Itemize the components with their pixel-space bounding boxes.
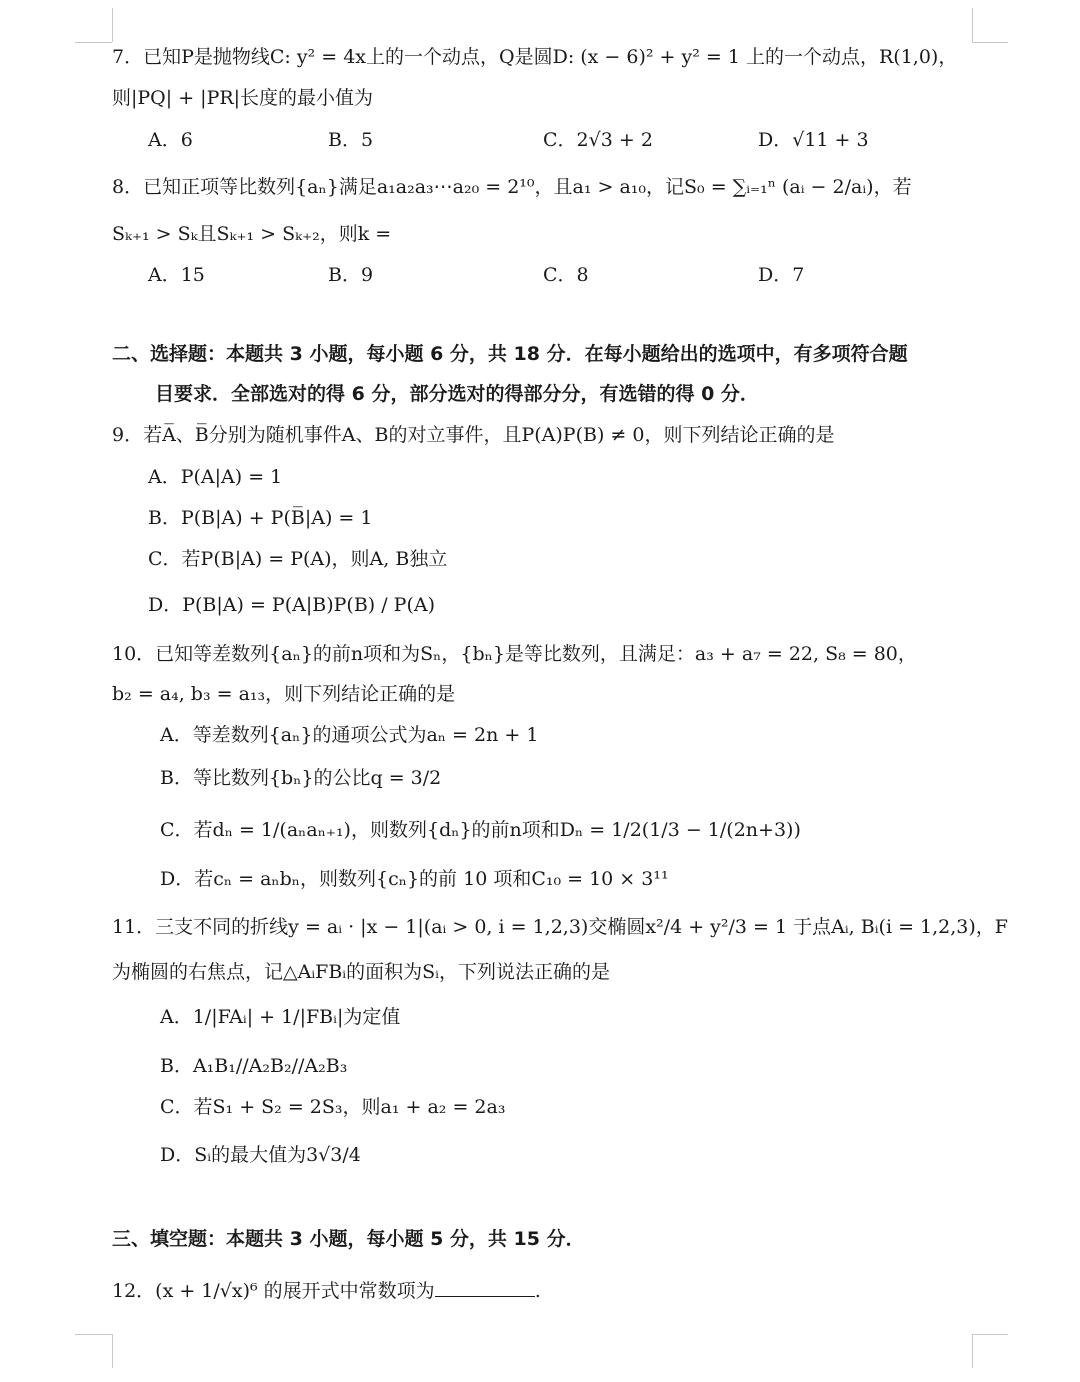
- crop-mark-top-right-v: [972, 8, 973, 42]
- q8-stem-line1: 8．已知正项等比数列{aₙ}满足a₁a₂a₃⋯a₂₀ = 2¹⁰，且a₁ > a₁₀，记S₀ = ∑ᵢ₌₁ⁿ (aᵢ − 2/aᵢ)，若: [112, 176, 912, 198]
- q9-option-b: B．P(B|A) + P(B̅|A) = 1: [148, 507, 373, 529]
- crop-mark-bottom-right-v: [972, 1334, 973, 1368]
- q11-stem-line1: 11．三支不同的折线y = aᵢ · |x − 1|(aᵢ > 0, i = 1,2,3)交椭圆x²/4 + y²/3 = 1 于点Aᵢ, Bᵢ(i = 1,2,3)，F: [112, 916, 1008, 938]
- q9-option-a: A．P(A|A) = 1: [148, 466, 283, 488]
- q10-option-b: B．等比数列{bₙ}的公比q = 3/2: [160, 767, 442, 789]
- section2-heading-line1: 二、选择题：本题共 3 小题，每小题 6 分，共 18 分．在每小题给出的选项中，有多项符合题: [112, 343, 908, 365]
- q10-option-c: C．若dₙ = 1/(aₙaₙ₊₁)，则数列{dₙ}的前n项和Dₙ = 1/2(1/3 − 1/(2n+3)): [160, 819, 801, 841]
- q9-option-d: D．P(B|A) = P(A|B)P(B) / P(A): [148, 594, 436, 616]
- q11-option-a: A．1/|FAᵢ| + 1/|FBᵢ|为定值: [160, 1006, 401, 1028]
- q8-option-b: B．9: [328, 264, 374, 286]
- q10-stem-line2: b₂ = a₄, b₃ = a₁₃，则下列结论正确的是: [112, 683, 456, 705]
- crop-mark-bottom-left: [75, 1334, 112, 1335]
- q9-stem-line1: 9．若A̅、B̅分别为随机事件A、B的对立事件，且P(A)P(B) ≠ 0，则下列结论正确的是: [112, 424, 835, 446]
- q8-stem-line2: Sₖ₊₁ > Sₖ且Sₖ₊₁ > Sₖ₊₂，则k =: [112, 223, 392, 245]
- q8-option-d: D．7: [758, 264, 805, 286]
- q7-option-d: D．√11 + 3: [758, 129, 869, 151]
- q7-option-c: C．2√3 + 2: [543, 129, 653, 151]
- crop-mark-top-right: [972, 42, 1008, 43]
- q10-option-a: A．等差数列{aₙ}的通项公式为aₙ = 2n + 1: [160, 724, 539, 746]
- q9-option-c: C．若P(B|A) = P(A)，则A, B独立: [148, 548, 448, 570]
- q10-stem-line1: 10．已知等差数列{aₙ}的前n项和为Sₙ，{bₙ}是等比数列，且满足：a₃ + a₇ = 22, S₈ = 80，: [112, 643, 917, 665]
- crop-mark-bottom-right: [972, 1334, 1008, 1335]
- q7-option-b: B．5: [328, 129, 374, 151]
- q8-option-a: A．15: [148, 264, 205, 286]
- q8-option-c: C．8: [543, 264, 589, 286]
- q11-option-b: B．A₁B₁//A₂B₂//A₂B₃: [160, 1055, 348, 1077]
- q12-text: 12．(x + 1/√x)⁶ 的展开式中常数项为: [112, 1280, 435, 1302]
- crop-mark-top-left-v: [112, 8, 113, 42]
- section3-heading: 三、填空题：本题共 3 小题，每小题 5 分，共 15 分．: [112, 1228, 585, 1250]
- q7-stem-line1: 7．已知P是抛物线C: y² = 4x上的一个动点，Q是圆D: (x − 6)² + y² = 1 上的一个动点，R(1,0)，: [112, 46, 958, 68]
- q12-answer-blank[interactable]: [435, 1278, 535, 1297]
- crop-mark-top-left: [75, 42, 112, 43]
- q11-option-d: D．Sᵢ的最大值为3√3/4: [160, 1144, 361, 1166]
- q12-period: .: [534, 1280, 541, 1302]
- q7-stem-line2: 则|PQ| + |PR|长度的最小值为: [112, 87, 374, 109]
- crop-mark-bottom-left-v: [112, 1334, 113, 1368]
- q12-stem: [112, 1278, 980, 1303]
- q10-option-d: D．若cₙ = aₙbₙ，则数列{cₙ}的前 10 项和C₁₀ = 10 × 3¹¹: [160, 868, 669, 890]
- section2-heading-line2: 目要求．全部选对的得 6 分，部分选对的得部分分，有选错的得 0 分．: [155, 383, 759, 405]
- q11-option-c: C．若S₁ + S₂ = 2S₃，则a₁ + a₂ = 2a₃: [160, 1096, 506, 1118]
- q7-option-a: A．6: [148, 129, 193, 151]
- q11-stem-line2: 为椭圆的右焦点，记△AᵢFBᵢ的面积为Sᵢ，下列说法正确的是: [112, 961, 610, 983]
